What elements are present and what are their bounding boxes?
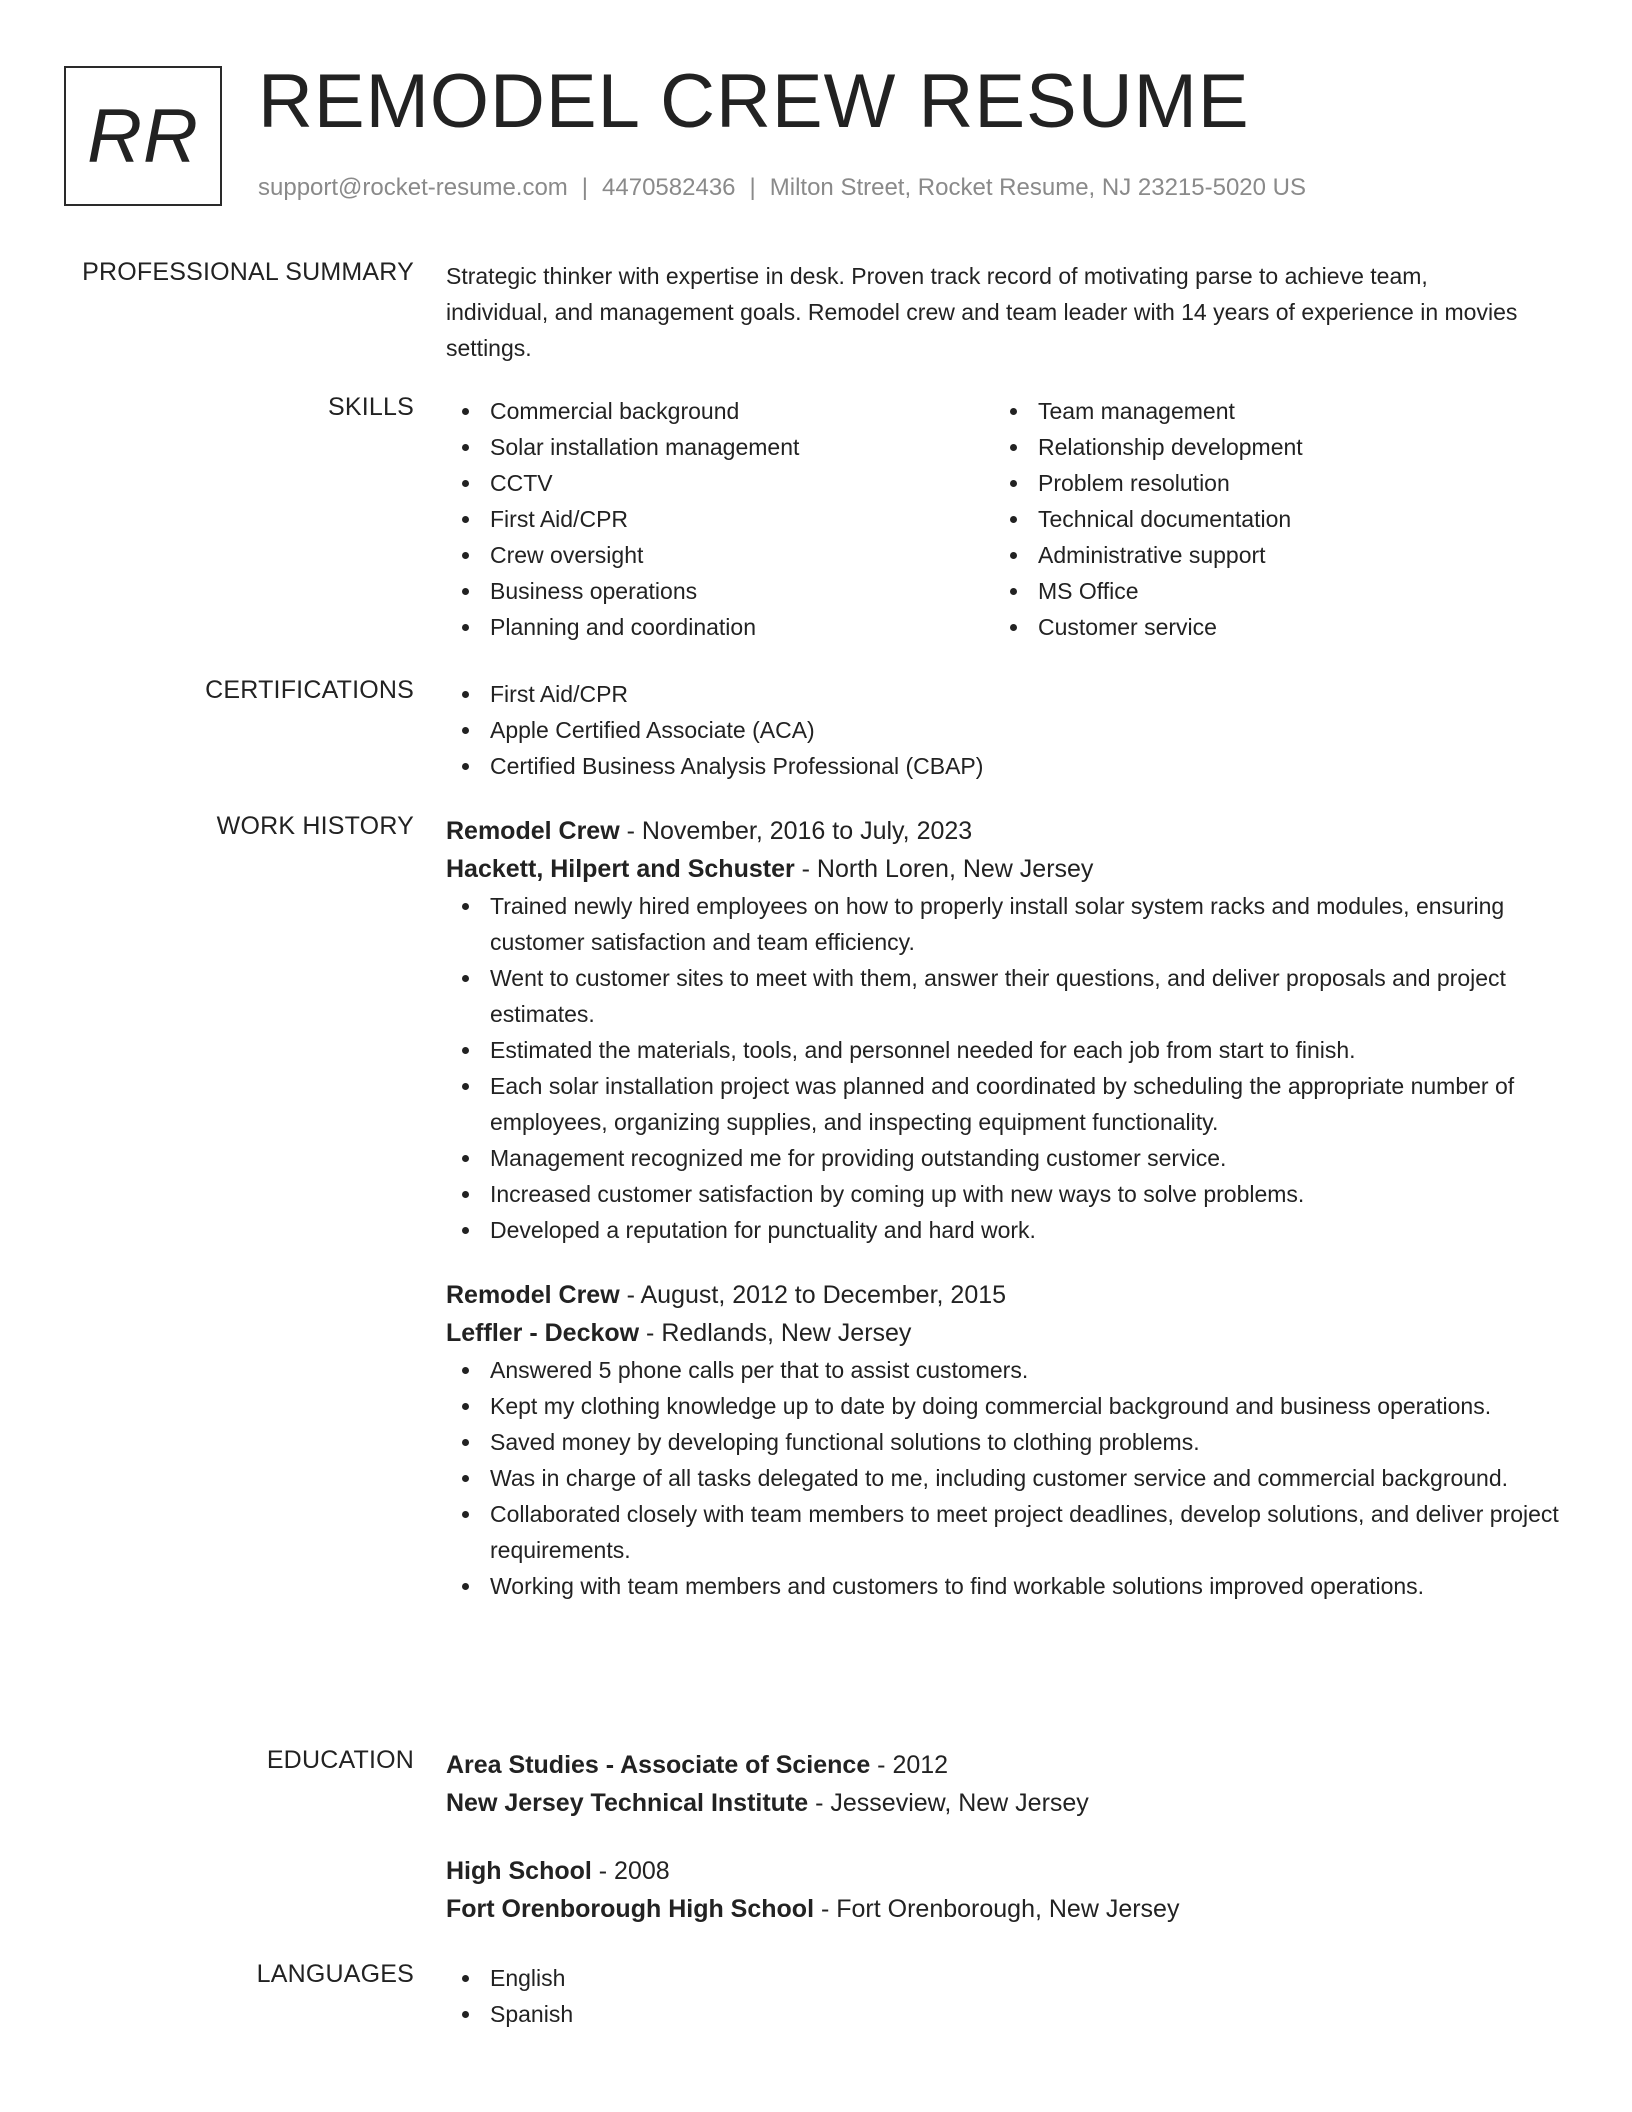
skills-body <box>446 393 1566 645</box>
list-item: Saved money by developing functional solutions to clothing problems. <box>446 1424 1566 1460</box>
job-company: Hackett, Hilpert and Schuster <box>446 855 795 883</box>
education-entry <box>446 1746 1566 1822</box>
languages-body <box>446 1960 1566 2032</box>
job-company-line <box>446 850 1566 888</box>
list-item: Relationship development <box>994 429 1542 465</box>
education-degree-line <box>446 1746 1566 1784</box>
list-item: Working with team members and customers to find workable solutions improved operations. <box>446 1568 1566 1604</box>
skills-list-left <box>446 393 994 645</box>
certifications-body <box>446 676 1566 784</box>
job-company-line <box>446 1314 1566 1352</box>
skills-heading: SKILLS <box>328 393 414 421</box>
contact-line <box>258 174 1306 202</box>
education-degree: High School <box>446 1857 592 1885</box>
monogram-initials: RR <box>87 93 199 179</box>
education-school-line <box>446 1784 1566 1822</box>
list-item: Solar installation management <box>446 429 994 465</box>
education-school: Fort Orenborough High School <box>446 1895 815 1923</box>
list-item: Problem resolution <box>994 465 1542 501</box>
list-item: First Aid/CPR <box>446 676 1566 712</box>
job-bullets <box>446 1352 1566 1604</box>
summary-body <box>446 258 1526 366</box>
job-title-line <box>446 812 1566 850</box>
education-year: - 2012 <box>870 1751 949 1779</box>
contact-separator: | <box>749 174 756 201</box>
list-item: Developed a reputation for punctuality and hard work. <box>446 1212 1566 1248</box>
education-school: New Jersey Technical Institute <box>446 1789 809 1817</box>
list-item: Crew oversight <box>446 537 994 573</box>
list-item: First Aid/CPR <box>446 501 994 537</box>
job-company: Leffler - Deckow <box>446 1319 640 1347</box>
list-item: Business operations <box>446 573 994 609</box>
monogram-logo <box>64 66 222 206</box>
list-item: Apple Certified Associate (ACA) <box>446 712 1566 748</box>
list-item: Went to customer sites to meet with them, answer their questions, and deliver proposals and project estimates. <box>446 960 1566 1032</box>
list-item: Was in charge of all tasks delegated to me, including customer service and commercial background. <box>446 1460 1566 1496</box>
education-degree-line <box>446 1852 1566 1890</box>
job-location: - Redlands, New Jersey <box>639 1319 912 1347</box>
list-item: Trained newly hired employees on how to properly install solar system racks and modules, ensuring customer satisfaction and team efficiency. <box>446 888 1566 960</box>
job-role: Remodel Crew <box>446 1281 620 1309</box>
work-history-body <box>446 812 1566 1604</box>
job-title-line <box>446 1276 1566 1314</box>
contact-phone: 4470582436 <box>602 174 736 201</box>
work-history-heading: WORK HISTORY <box>216 812 414 840</box>
education-body <box>446 1746 1566 1928</box>
job-location: - North Loren, New Jersey <box>794 855 1094 883</box>
job-entry <box>446 1276 1566 1604</box>
list-item: Kept my clothing knowledge up to date by doing commercial background and business operations. <box>446 1388 1566 1424</box>
contact-separator: | <box>581 174 589 201</box>
list-item: Customer service <box>994 609 1542 645</box>
education-degree: Area Studies - Associate of Science <box>446 1751 871 1779</box>
list-item: Management recognized me for providing outstanding customer service. <box>446 1140 1566 1176</box>
list-item: Certified Business Analysis Professional (CBAP) <box>446 748 1566 784</box>
list-item: Planning and coordination <box>446 609 994 645</box>
education-location: - Jesseview, New Jersey <box>808 1789 1089 1817</box>
list-item: Increased customer satisfaction by coming up with new ways to solve problems. <box>446 1176 1566 1212</box>
job-bullets <box>446 888 1566 1248</box>
education-school-line <box>446 1890 1566 1928</box>
list-item: English <box>446 1960 1566 1996</box>
job-dates: - August, 2012 to December, 2015 <box>619 1281 1007 1309</box>
skills-list-right <box>994 393 1542 645</box>
list-item: Technical documentation <box>994 501 1542 537</box>
job-entry <box>446 812 1566 1248</box>
summary-text: Strategic thinker with expertise in desk. Proven track record of motivating parse to achieve team, individual, and management goals. Remodel crew and team leader with 14 years of experience in movies settings. <box>446 263 1518 361</box>
languages-list <box>446 1960 1566 2032</box>
education-heading: EDUCATION <box>266 1746 414 1774</box>
languages-heading: LANGUAGES <box>256 1960 414 1988</box>
list-item: Commercial background <box>446 393 994 429</box>
certifications-list <box>446 676 1566 784</box>
education-location: - Fort Orenborough, New Jersey <box>814 1895 1180 1923</box>
certifications-heading: CERTIFICATIONS <box>205 676 414 704</box>
job-dates: - November, 2016 to July, 2023 <box>619 817 973 845</box>
list-item: Team management <box>994 393 1542 429</box>
contact-email: support@rocket-resume.com <box>258 174 568 201</box>
job-role: Remodel Crew <box>446 817 620 845</box>
list-item: Collaborated closely with team members to meet project deadlines, develop solutions, and deliver project requirements. <box>446 1496 1566 1568</box>
resume-title: REMODEL CREW RESUME <box>258 59 1250 144</box>
summary-heading: PROFESSIONAL SUMMARY <box>82 258 414 286</box>
education-entry <box>446 1852 1566 1928</box>
list-item: CCTV <box>446 465 994 501</box>
contact-address: Milton Street, Rocket Resume, NJ 23215-5020 US <box>769 174 1306 201</box>
list-item: Estimated the materials, tools, and personnel needed for each job from start to finish. <box>446 1032 1566 1068</box>
list-item: Administrative support <box>994 537 1542 573</box>
list-item: MS Office <box>994 573 1542 609</box>
education-year: - 2008 <box>591 1857 670 1885</box>
list-item: Each solar installation project was planned and coordinated by scheduling the appropriate number of employees, organizing supplies, and inspecting equipment functionality. <box>446 1068 1566 1140</box>
list-item: Spanish <box>446 1996 1566 2032</box>
list-item: Answered 5 phone calls per that to assist customers. <box>446 1352 1566 1388</box>
